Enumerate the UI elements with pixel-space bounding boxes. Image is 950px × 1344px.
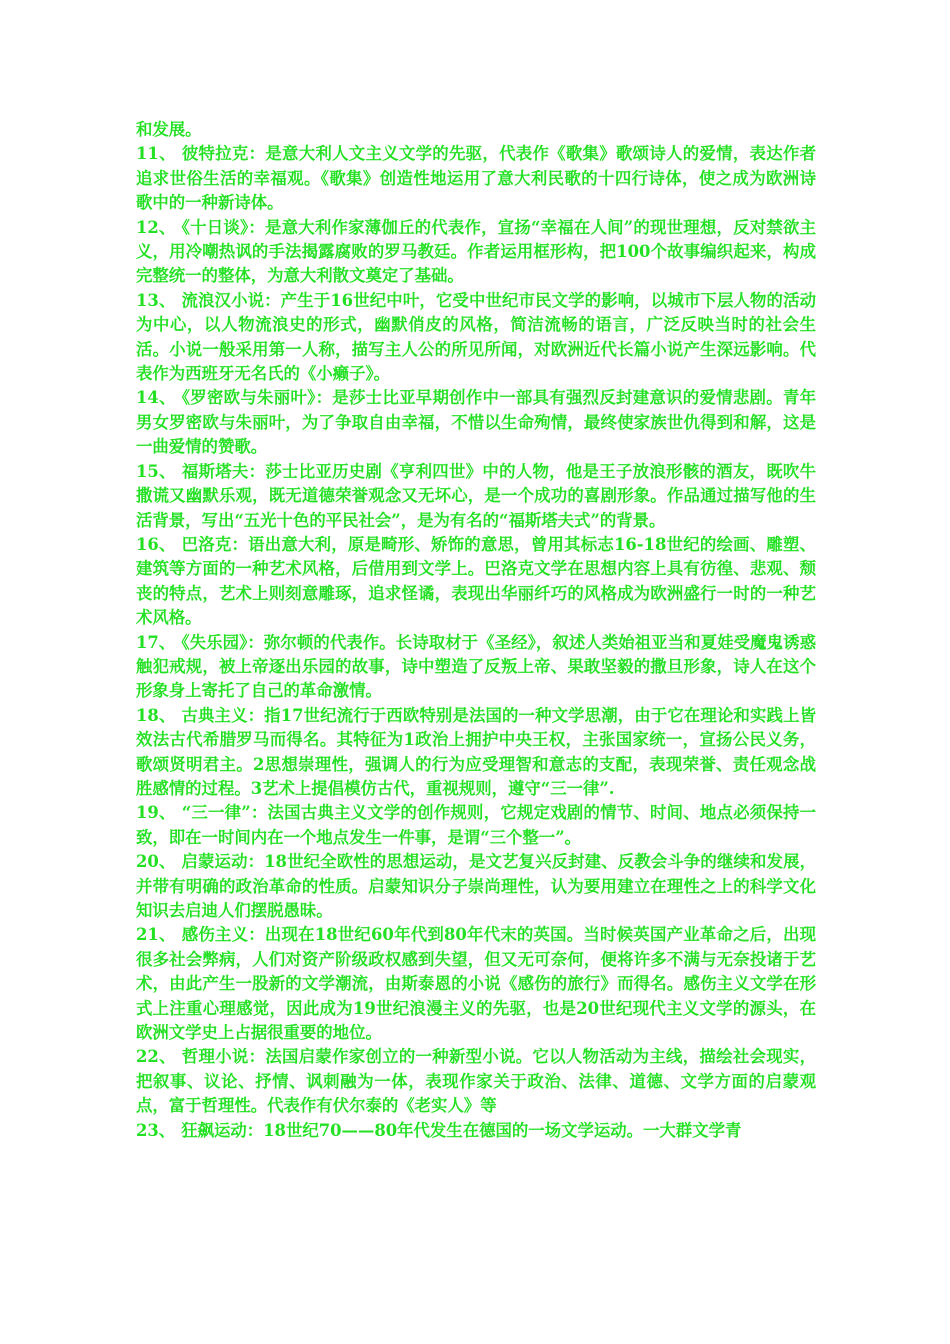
paragraph-text: 和发展。 [136,120,202,139]
item-number: 20、 [136,852,176,872]
paragraph-13 [136,289,816,387]
paragraph-text: 《罗密欧与朱丽叶》：是莎士比亚早期创作中一部具有强烈反封建意识的爱情悲剧。青年男女罗密欧与朱丽叶，为了争取自由幸福，不惜以生命殉情，最终使家族世仇得到和解，这是一曲爱情的赞歌。 [136,388,816,457]
paragraph-text: 流浪汉小说：产生于16世纪中叶，它受中世纪市民文学的影响，以城市下层人物的活动为中心，以人物流浪史的形式，幽默俏皮的风格，简洁流畅的语言，广泛反映当时的社会生活。小说一般采用第一人称，描写主人公的所见所闻，对欧洲近代长篇小说产生深远影响。代表作为西班牙无名氏的《小癞子》。 [136,290,816,384]
item-number: 21、 [136,925,176,945]
paragraph-text: 《失乐园》：弥尔顿的代表作。长诗取材于《圣经》，叙述人类始祖亚当和夏娃受魔鬼诱惑触犯戒规，被上帝逐出乐园的故事，诗中塑造了反叛上帝、果敢坚毅的撒旦形象，诗人在这个形象身上寄托了自己的革命激情。 [136,632,816,701]
paragraph-11 [136,142,816,215]
paragraph-19 [136,801,816,850]
item-number: 22、 [136,1047,176,1067]
paragraph-18 [136,704,816,802]
paragraph-21 [136,923,816,1045]
item-number: 12、 [136,217,176,237]
paragraph-text: 巴洛克：语出意大利，原是畸形、矫饰的意思，曾用其标志16-18世纪的绘画、雕塑、建筑等方面的一种艺术风格，后借用到文学上。巴洛克文学在思想内容上具有彷徨、悲观、颓丧的特点，艺术上则刻意雕琢，追求怪谲，表现出华丽纤巧的风格成为欧洲盛行一时的一种艺术风格。 [136,534,816,628]
paragraph-23 [136,1119,816,1143]
item-number: 18、 [136,705,176,725]
paragraph-text: 彼特拉克：是意大利人文主义文学的先驱，代表作《歌集》歌颂诗人的爱情，表达作者追求世俗生活的幸福观。《歌集》创造性地运用了意大利民歌的十四行诗体，使之成为欧洲诗歌中的一种新诗体。 [136,144,817,213]
paragraph-0 [136,118,816,142]
item-number: 13、 [136,290,176,310]
paragraph-20 [136,850,816,923]
paragraph-12 [136,216,816,289]
item-number: 11、 [136,144,176,164]
paragraph-text: 启蒙运动：18世纪全欧性的思想运动，是文艺复兴反封建、反教会斗争的继续和发展，并带有明确的政治革命的性质。启蒙知识分子崇尚理性，认为要用建立在理性之上的科学文化知识去启迪人们摆脱愚昧。 [136,852,816,920]
paragraph-text: 哲理小说：法国启蒙作家创立的一种新型小说。它以人物活动为主线，描绘社会现实，把叙事、议论、抒情、讽刺融为一体，表现作家关于政治、法律、道德、文学方面的启蒙观点，富于哲理性。代表作有伏尔泰的《老实人》等 [136,1047,817,1116]
item-number: 19、 [136,803,176,823]
document-body [136,118,816,1143]
paragraph-text: “三一律”：法国古典主义文学的创作规则，它规定戏剧的情节、时间、地点必须保持一致，即在一时间内在一个地点发生一件事，是谓“三个整一”。 [136,803,817,847]
paragraph-16 [136,533,816,631]
item-number: 23、 [136,1120,176,1140]
paragraph-text: 感伤主义：出现在18世纪60年代到80年代末的英国。当时候英国产业革命之后，出现很多社会弊病，人们对资产阶级政权感到失望，但又无可奈何，便将许多不满与无奈投诸于艺术，由此产生一股新的文学潮流，由斯泰恩的小说《感伤的旅行》而得名。感伤主义文学在形式上注重心理感觉，因此成为19世纪浪漫主义的先驱，也是20世纪现代主义文学的源头，在欧洲文学史上占据很重要的地位。 [136,925,816,1043]
paragraph-15 [136,460,816,533]
paragraph-text: 狂飙运动：18世纪70——80年代发生在德国的一场文学运动。一大群文学青 [181,1120,742,1140]
item-number: 16、 [136,534,176,554]
item-number: 14、 [136,388,176,408]
paragraph-text: 古典主义：指17世纪流行于西欧特别是法国的一种文学思潮，由于它在理论和实践上皆效法古代希腊罗马而得名。其特征为1政治上拥护中央王权，主张国家统一，宣扬公民义务，歌颂贤明君主。2思想崇理性，强调人的行为应受理智和意志的支配，表现荣誉、责任观念战胜感情的过程。3艺术上提倡模仿古代，重视规则，遵守“三一律”. [136,705,816,798]
item-number: 17、 [136,632,176,652]
item-number: 15、 [136,461,176,481]
paragraph-text: 《十日谈》：是意大利作家薄伽丘的代表作，宣扬“幸福在人间”的现世理想，反对禁欲主义，用冷嘲热讽的手法揭露腐败的罗马教廷。作者运用框形构，把100个故事编织起来，构成完整统一的整体，为意大利散文奠定了基础。 [136,217,816,286]
paragraph-17 [136,631,816,704]
paragraph-22 [136,1045,816,1118]
paragraph-14 [136,386,816,459]
paragraph-text: 福斯塔夫：莎士比亚历史剧《亨利四世》中的人物，他是王子放浪形骸的酒友，既吹牛撒谎又幽默乐观，既无道德荣誉观念又无坏心，是一个成功的喜剧形象。作品通过描写他的生活背景，写出“五光十色的平民社会”，是为有名的“福斯塔夫式”的背景。 [136,461,817,530]
